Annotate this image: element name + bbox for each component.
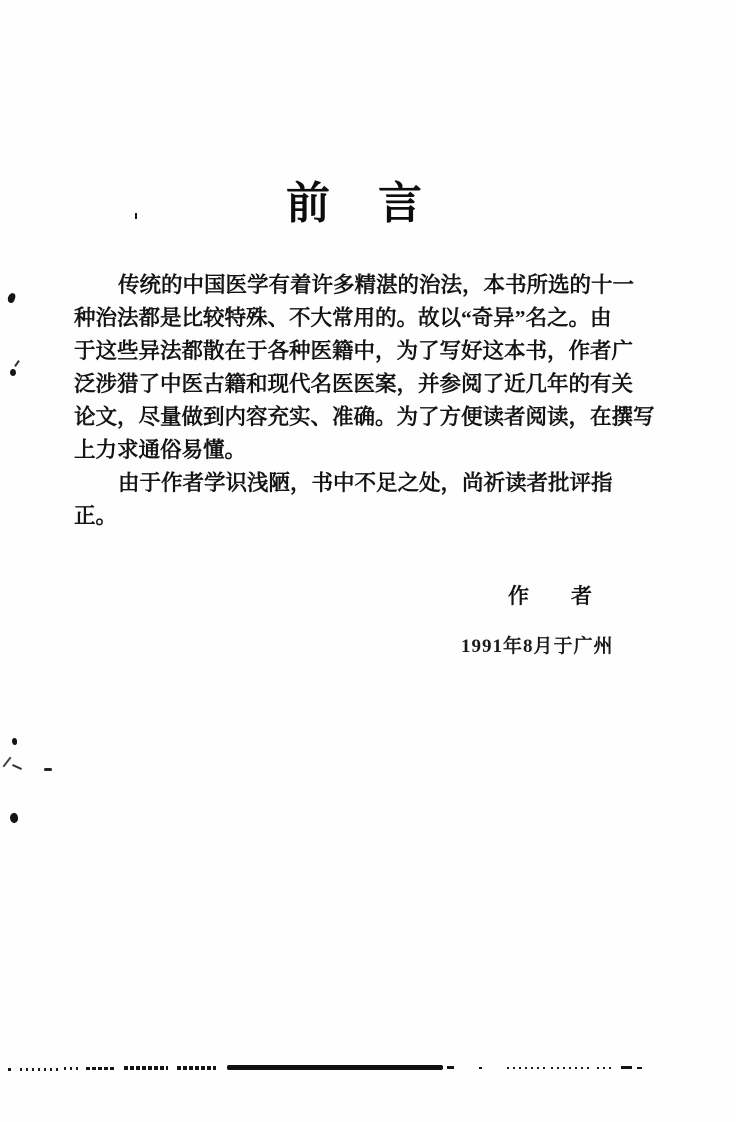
smudge-segment — [64, 1067, 79, 1070]
smudge-segment — [8, 1068, 11, 1071]
page-title: 前 言 — [286, 178, 424, 229]
smudge-segment — [124, 1066, 168, 1070]
smudge-segment — [621, 1066, 632, 1069]
body-line: 泛涉猎了中医古籍和现代名医医案，并参阅了近几年的有关 — [74, 372, 634, 396]
body-line: 正。 — [74, 504, 118, 528]
ink-blob — [10, 369, 16, 376]
body-line: 于这些异法都散在于各种医籍中，为了写好这本书，作者广 — [74, 339, 634, 363]
ink-blob — [9, 812, 19, 823]
dateline: 1991年8月于广州 — [461, 636, 614, 657]
body-line: 种治法都是比较特殊、不大常用的。故以“奇异”名之。由 — [74, 306, 612, 330]
body-line: 论文，尽量做到内容充实、准确。为了方便读者阅读，在撰写 — [74, 405, 655, 429]
scan-scratch — [12, 764, 22, 770]
smudge-segment — [597, 1067, 612, 1069]
ink-tick — [14, 360, 20, 367]
ink-speck — [12, 738, 17, 745]
body-line: 传统的中国医学有着许多精湛的治法，本书所选的十一 — [118, 273, 635, 297]
body-line: 由于作者学识浅陋，书中不足之处，尚祈读者批评指 — [118, 471, 613, 495]
preface-body — [74, 269, 674, 533]
smudge-segment — [86, 1067, 116, 1070]
ink-dash — [44, 768, 52, 771]
smudge-segment — [20, 1068, 62, 1071]
smudge-segment — [177, 1066, 216, 1070]
smudge-segment — [479, 1067, 482, 1069]
ink-speck — [135, 213, 137, 219]
smudge-segment — [507, 1067, 547, 1069]
author-signature: 作 者 — [508, 584, 592, 608]
smudge-segment — [637, 1067, 642, 1069]
smudge-segment — [551, 1067, 593, 1069]
smudge-segment — [447, 1066, 454, 1069]
ink-blob — [7, 292, 16, 303]
smudge-segment — [227, 1065, 443, 1070]
body-line: 上力求通俗易懂。 — [74, 438, 247, 462]
scan-scratch — [3, 757, 12, 768]
